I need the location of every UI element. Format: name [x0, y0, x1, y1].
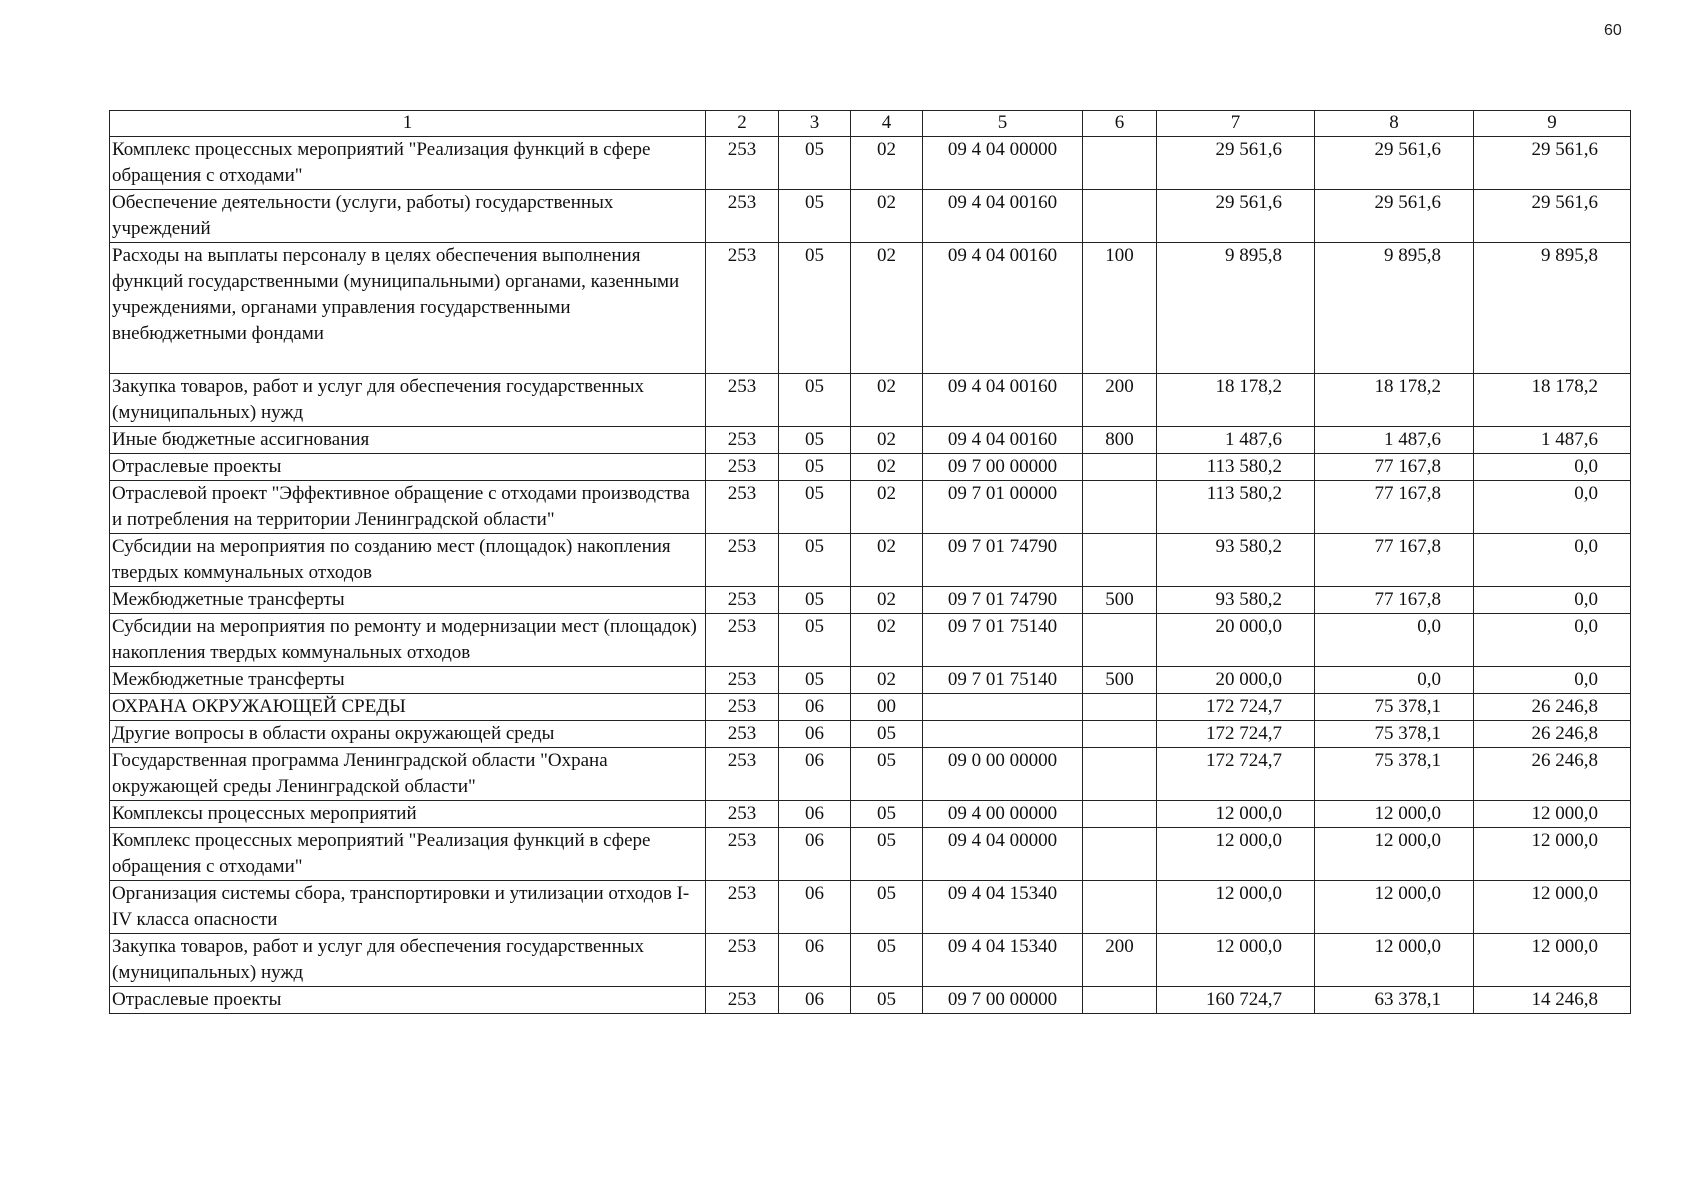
row-code-6: [1083, 801, 1157, 828]
row-code-2: 253: [706, 694, 779, 721]
row-amount-7: 18 178,2: [1157, 374, 1315, 427]
table-row: [110, 987, 1631, 1014]
row-code-2: 253: [706, 190, 779, 243]
row-code-6: 500: [1083, 587, 1157, 614]
row-amount-8: 29 561,6: [1315, 190, 1474, 243]
row-code-2: 253: [706, 801, 779, 828]
row-code-3: 05: [779, 614, 851, 667]
row-code-2: 253: [706, 748, 779, 801]
row-amount-9: 0,0: [1474, 534, 1631, 587]
table-row: [110, 614, 1631, 667]
row-name: Комплекс процессных мероприятий "Реализация функций в сфере обращения с отходами": [110, 137, 706, 190]
row-code-3: 06: [779, 801, 851, 828]
row-code-2: 253: [706, 587, 779, 614]
row-code-5: 09 4 04 00160: [923, 243, 1083, 374]
col-header: 5: [923, 111, 1083, 137]
row-amount-8: 77 167,8: [1315, 587, 1474, 614]
row-amount-8: 29 561,6: [1315, 137, 1474, 190]
row-code-5: 09 4 04 00160: [923, 190, 1083, 243]
row-code-5: 09 7 01 75140: [923, 667, 1083, 694]
row-name: Обеспечение деятельности (услуги, работы) государственных учреждений: [110, 190, 706, 243]
col-header: 4: [851, 111, 923, 137]
row-code-3: 06: [779, 987, 851, 1014]
table-row: [110, 587, 1631, 614]
row-code-4: 05: [851, 801, 923, 828]
row-amount-9: 26 246,8: [1474, 721, 1631, 748]
row-code-4: 05: [851, 881, 923, 934]
row-name: ОХРАНА ОКРУЖАЮЩЕЙ СРЕДЫ: [110, 694, 706, 721]
row-amount-8: 18 178,2: [1315, 374, 1474, 427]
row-amount-8: 0,0: [1315, 614, 1474, 667]
row-amount-7: 12 000,0: [1157, 934, 1315, 987]
table-row: [110, 721, 1631, 748]
row-code-5: [923, 694, 1083, 721]
table-row: [110, 667, 1631, 694]
row-amount-7: 20 000,0: [1157, 614, 1315, 667]
header-row: [110, 111, 1631, 137]
table-row: [110, 881, 1631, 934]
row-code-6: [1083, 694, 1157, 721]
row-amount-9: 0,0: [1474, 587, 1631, 614]
row-name: Государственная программа Ленинградской области "Охрана окружающей среды Ленинградской области": [110, 748, 706, 801]
row-code-4: 02: [851, 454, 923, 481]
row-name: Субсидии на мероприятия по созданию мест (площадок) накопления твердых коммунальных отходов: [110, 534, 706, 587]
row-code-2: 253: [706, 667, 779, 694]
row-code-5: 09 4 04 00000: [923, 137, 1083, 190]
row-code-5: 09 7 01 74790: [923, 587, 1083, 614]
row-name: Межбюджетные трансферты: [110, 667, 706, 694]
row-amount-9: 9 895,8: [1474, 243, 1631, 374]
row-amount-7: 12 000,0: [1157, 801, 1315, 828]
row-name: Закупка товаров, работ и услуг для обеспечения государственных (муниципальных) нужд: [110, 374, 706, 427]
row-code-2: 253: [706, 721, 779, 748]
row-name: Комплекс процессных мероприятий "Реализация функций в сфере обращения с отходами": [110, 828, 706, 881]
row-code-3: 06: [779, 881, 851, 934]
col-header: 6: [1083, 111, 1157, 137]
row-code-3: 05: [779, 667, 851, 694]
table-row: [110, 243, 1631, 374]
row-code-6: [1083, 881, 1157, 934]
row-code-6: [1083, 614, 1157, 667]
row-code-5: 09 7 00 00000: [923, 987, 1083, 1014]
row-code-6: 200: [1083, 934, 1157, 987]
row-amount-7: 172 724,7: [1157, 694, 1315, 721]
col-header: 1: [110, 111, 706, 137]
row-code-4: 02: [851, 243, 923, 374]
row-code-4: 02: [851, 481, 923, 534]
row-code-2: 253: [706, 137, 779, 190]
row-code-5: 09 0 00 00000: [923, 748, 1083, 801]
row-code-3: 05: [779, 587, 851, 614]
col-header: 7: [1157, 111, 1315, 137]
row-amount-9: 12 000,0: [1474, 828, 1631, 881]
row-name: Организация системы сбора, транспортировки и утилизации отходов I-IV класса опасности: [110, 881, 706, 934]
row-code-3: 06: [779, 748, 851, 801]
row-code-5: [923, 721, 1083, 748]
row-code-5: 09 4 04 15340: [923, 934, 1083, 987]
col-header: 3: [779, 111, 851, 137]
row-amount-7: 20 000,0: [1157, 667, 1315, 694]
row-code-5: 09 7 00 00000: [923, 454, 1083, 481]
row-code-6: [1083, 987, 1157, 1014]
row-amount-8: 12 000,0: [1315, 934, 1474, 987]
page-number: 60: [1604, 22, 1622, 39]
row-amount-8: 12 000,0: [1315, 881, 1474, 934]
row-code-5: 09 7 01 75140: [923, 614, 1083, 667]
row-amount-7: 9 895,8: [1157, 243, 1315, 374]
row-code-4: 02: [851, 614, 923, 667]
row-code-6: [1083, 454, 1157, 481]
table-row: [110, 934, 1631, 987]
row-code-5: 09 4 04 00000: [923, 828, 1083, 881]
row-code-4: 05: [851, 934, 923, 987]
row-code-5: 09 4 04 00160: [923, 374, 1083, 427]
row-amount-8: 12 000,0: [1315, 801, 1474, 828]
row-amount-7: 29 561,6: [1157, 137, 1315, 190]
row-amount-7: 1 487,6: [1157, 427, 1315, 454]
row-name: Межбюджетные трансферты: [110, 587, 706, 614]
row-code-6: 100: [1083, 243, 1157, 374]
row-code-4: 02: [851, 667, 923, 694]
row-code-4: 02: [851, 427, 923, 454]
row-amount-7: 160 724,7: [1157, 987, 1315, 1014]
row-amount-7: 113 580,2: [1157, 481, 1315, 534]
table-body: [110, 137, 1631, 1014]
row-code-4: 00: [851, 694, 923, 721]
row-amount-9: 12 000,0: [1474, 934, 1631, 987]
row-code-5: 09 4 04 15340: [923, 881, 1083, 934]
row-code-5: 09 7 01 74790: [923, 534, 1083, 587]
table-row: [110, 694, 1631, 721]
row-amount-9: 0,0: [1474, 614, 1631, 667]
row-amount-7: 93 580,2: [1157, 534, 1315, 587]
row-amount-8: 0,0: [1315, 667, 1474, 694]
row-name: Другие вопросы в области охраны окружающей среды: [110, 721, 706, 748]
row-code-3: 05: [779, 190, 851, 243]
row-code-6: [1083, 481, 1157, 534]
row-code-5: 09 4 04 00160: [923, 427, 1083, 454]
row-code-4: 02: [851, 374, 923, 427]
row-amount-7: 93 580,2: [1157, 587, 1315, 614]
row-code-6: [1083, 534, 1157, 587]
row-code-3: 05: [779, 481, 851, 534]
row-amount-8: 77 167,8: [1315, 481, 1474, 534]
row-amount-9: 1 487,6: [1474, 427, 1631, 454]
row-code-4: 02: [851, 587, 923, 614]
row-amount-7: 29 561,6: [1157, 190, 1315, 243]
row-amount-8: 9 895,8: [1315, 243, 1474, 374]
row-code-6: 800: [1083, 427, 1157, 454]
row-name: Иные бюджетные ассигнования: [110, 427, 706, 454]
row-amount-9: 12 000,0: [1474, 881, 1631, 934]
row-code-3: 05: [779, 137, 851, 190]
row-code-4: 05: [851, 987, 923, 1014]
row-amount-9: 18 178,2: [1474, 374, 1631, 427]
row-code-6: [1083, 748, 1157, 801]
row-name: Расходы на выплаты персоналу в целях обеспечения выполнения функций государственными (муниципальными) органами, казенными учреждениями, органами управления государственными внебюджетными фондами: [110, 243, 706, 374]
row-code-2: 253: [706, 534, 779, 587]
row-amount-8: 77 167,8: [1315, 454, 1474, 481]
row-name: Отраслевые проекты: [110, 454, 706, 481]
row-amount-9: 14 246,8: [1474, 987, 1631, 1014]
table-row: [110, 427, 1631, 454]
row-code-3: 06: [779, 934, 851, 987]
row-code-6: [1083, 828, 1157, 881]
row-code-2: 253: [706, 987, 779, 1014]
row-name: Комплексы процессных мероприятий: [110, 801, 706, 828]
row-code-3: 05: [779, 374, 851, 427]
row-code-2: 253: [706, 374, 779, 427]
row-code-5: 09 4 00 00000: [923, 801, 1083, 828]
table-row: [110, 481, 1631, 534]
row-code-4: 05: [851, 721, 923, 748]
row-code-3: 05: [779, 243, 851, 374]
row-code-4: 05: [851, 748, 923, 801]
row-code-6: 200: [1083, 374, 1157, 427]
row-code-6: 500: [1083, 667, 1157, 694]
row-amount-8: 1 487,6: [1315, 427, 1474, 454]
row-amount-8: 75 378,1: [1315, 694, 1474, 721]
table-row: [110, 828, 1631, 881]
row-code-2: 253: [706, 881, 779, 934]
col-header: 9: [1474, 111, 1631, 137]
table-row: [110, 137, 1631, 190]
row-code-6: [1083, 190, 1157, 243]
row-name: Отраслевой проект "Эффективное обращение с отходами производства и потребления на территории Ленинградской области": [110, 481, 706, 534]
row-code-4: 02: [851, 137, 923, 190]
col-header: 2: [706, 111, 779, 137]
row-amount-9: 12 000,0: [1474, 801, 1631, 828]
table-row: [110, 454, 1631, 481]
row-amount-9: 26 246,8: [1474, 748, 1631, 801]
row-amount-7: 172 724,7: [1157, 748, 1315, 801]
row-amount-9: 29 561,6: [1474, 190, 1631, 243]
row-amount-9: 26 246,8: [1474, 694, 1631, 721]
row-amount-7: 12 000,0: [1157, 828, 1315, 881]
row-code-2: 253: [706, 454, 779, 481]
row-code-2: 253: [706, 828, 779, 881]
row-code-3: 06: [779, 828, 851, 881]
row-amount-8: 12 000,0: [1315, 828, 1474, 881]
row-code-5: 09 7 01 00000: [923, 481, 1083, 534]
row-name: Закупка товаров, работ и услуг для обеспечения государственных (муниципальных) нужд: [110, 934, 706, 987]
row-code-6: [1083, 721, 1157, 748]
table-row: [110, 534, 1631, 587]
row-amount-8: 63 378,1: [1315, 987, 1474, 1014]
row-amount-8: 77 167,8: [1315, 534, 1474, 587]
row-code-4: 02: [851, 190, 923, 243]
table-row: [110, 190, 1631, 243]
row-amount-7: 12 000,0: [1157, 881, 1315, 934]
row-code-3: 05: [779, 534, 851, 587]
row-code-2: 253: [706, 614, 779, 667]
row-amount-7: 172 724,7: [1157, 721, 1315, 748]
row-amount-9: 0,0: [1474, 454, 1631, 481]
table-row: [110, 801, 1631, 828]
row-amount-9: 0,0: [1474, 667, 1631, 694]
row-amount-9: 29 561,6: [1474, 137, 1631, 190]
row-name: Отраслевые проекты: [110, 987, 706, 1014]
row-amount-8: 75 378,1: [1315, 721, 1474, 748]
col-header: 8: [1315, 111, 1474, 137]
row-name: Субсидии на мероприятия по ремонту и модернизации мест (площадок) накопления твердых коммунальных отходов: [110, 614, 706, 667]
row-code-6: [1083, 137, 1157, 190]
table-row: [110, 374, 1631, 427]
row-code-3: 06: [779, 721, 851, 748]
row-code-4: 02: [851, 534, 923, 587]
table-row: [110, 748, 1631, 801]
row-code-2: 253: [706, 243, 779, 374]
row-amount-8: 75 378,1: [1315, 748, 1474, 801]
row-code-3: 05: [779, 454, 851, 481]
row-code-2: 253: [706, 481, 779, 534]
row-code-4: 05: [851, 828, 923, 881]
row-code-3: 05: [779, 427, 851, 454]
row-amount-7: 113 580,2: [1157, 454, 1315, 481]
row-code-3: 06: [779, 694, 851, 721]
budget-table: [109, 110, 1631, 1014]
row-amount-9: 0,0: [1474, 481, 1631, 534]
row-code-2: 253: [706, 427, 779, 454]
row-code-2: 253: [706, 934, 779, 987]
